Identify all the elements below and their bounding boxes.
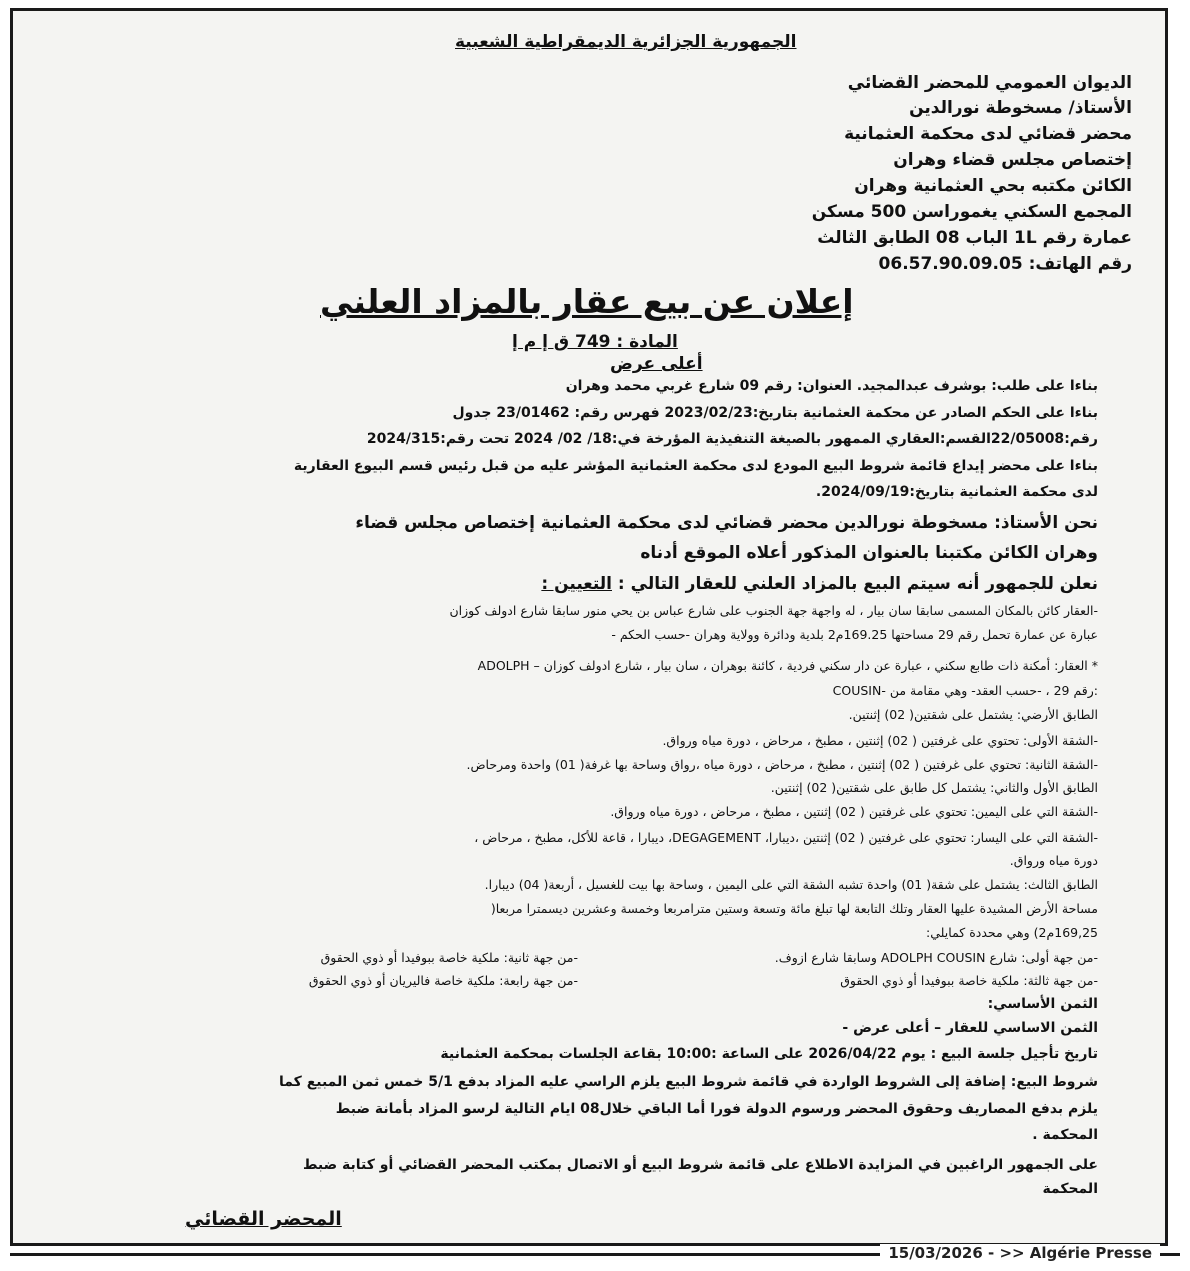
phone-number: 06.57.90.09.05 bbox=[878, 254, 1023, 274]
property-line: -العقار كائن بالمكان المسمى سابقا سان بيار ، له واجهة جهة الجنوب على شارع عباس بن يحي منور سابقا شارع ادولف كوزان bbox=[449, 603, 1098, 618]
property-line: COUSIN- رقم 29 ، -حسب العقد- وهي مقامة من: bbox=[832, 683, 1098, 698]
judgment-line: بناءا على الحكم الصادر عن محكمة العثمانية بتاريخ:2023/02/23 فهرس رقم: 23/01462 جدول bbox=[452, 405, 1098, 421]
third-floor-line: الطابق الثالث: يشتمل على شقة( 01) واحدة تشبه الشقة التي على اليمين ، وساحة بها بيت للغسيل ، أربعة( 04) ديبارا. bbox=[484, 877, 1098, 892]
office-line: المجمع السكني يغموراسن 500 مسكن bbox=[811, 202, 1132, 222]
office-line: الكائن مكتبه بحي العثمانية وهران bbox=[854, 176, 1132, 196]
sale-conditions: يلزم بدفع المصاريف وحقوق المحضر ورسوم الدولة فورا أما الباقي خلال08 ايام التالية لرسو المزاد بأمانة ضبط bbox=[335, 1101, 1098, 1117]
bailiff-statement: نحن الأستاذ: مسخوطة نورالدين محضر قضائي لدى محكمة العثمانية إختصاص مجلس قضاء bbox=[355, 513, 1098, 533]
bailiff-statement: وهران الكائن مكتبنا بالعنوان المذكور أعلاه الموقع أدناه bbox=[640, 543, 1098, 563]
office-line: محضر قضائي لدى محكمة العثمانية bbox=[844, 124, 1132, 144]
property-line: عبارة عن عمارة تحمل رقم 29 مساحتها 169.25م2 بلدية ودائرة وولاية وهران -حسب الحكم - bbox=[611, 627, 1098, 642]
republic-header: الجمهورية الجزائرية الديمقراطية الشعبية bbox=[455, 32, 797, 52]
apartment-line: -الشقة الأولى: تحتوي على غرفتين ( 02) إثنتين ، مطبخ ، مرحاض ، دورة مياه ورواق. bbox=[662, 733, 1098, 748]
property-line: * العقار: أمكنة ذات طابع سكني ، عبارة عن دار سكني فردية ، كائنة بوهران ، سان بيار ، شارع ادولف كوزان – ADOLPH bbox=[477, 658, 1098, 673]
area-line: مساحة الأرض المشيدة عليها العقار وتلك التابعة لها تبلغ مائة وتسعة وستين مترامربعا وخمسة وعشرين ديسمترا مربعا( bbox=[490, 901, 1098, 916]
sale-conditions: شروط البيع: إضافة إلى الشروط الواردة في قائمة شروط البيع يلزم الراسي عليه المزاد بدفع 5/1 خمس ثمن المبيع كما bbox=[279, 1074, 1098, 1090]
request-line: بناءا على طلب: بوشرف عبدالمجيد. العنوان: رقم 09 شارع غربي محمد وهران bbox=[565, 378, 1098, 394]
designation-heading: التعيين : bbox=[541, 574, 612, 594]
base-price-label: الثمن الأساسي: bbox=[987, 996, 1098, 1012]
office-line: الأستاذ/ مسخوطة نورالدين bbox=[909, 98, 1132, 118]
public-notice: المحكمة bbox=[1042, 1181, 1098, 1197]
highest-bid: أعلى عرض bbox=[610, 354, 703, 374]
area-line: 169,25م2) وهي محددة كمايلي: bbox=[926, 925, 1098, 940]
sale-conditions: المحكمة . bbox=[1032, 1127, 1098, 1143]
signature: المحضر القضائي bbox=[185, 1208, 342, 1230]
notice-title: إعلان عن بيع عقار بالمزاد العلني bbox=[320, 282, 854, 321]
office-line: الديوان العمومي للمحضر القضائي bbox=[847, 73, 1132, 93]
office-line: إختصاص مجلس قضاء وهران bbox=[893, 150, 1132, 170]
case-article: المادة : 749 ق إ م إ bbox=[512, 332, 678, 352]
phone-line bbox=[879, 253, 1132, 275]
boundary-line: -من جهة ثالثة: ملكية خاصة ببوفيدا أو ذوي الحقوق bbox=[840, 973, 1098, 988]
announce-line bbox=[541, 574, 1098, 594]
apartment-line: -الشقة التي على اليسار: تحتوي على غرفتين ( 02) إثنتين ،ديبارا، DEGAGEMENT، ديبارا ، قاعة للأكل، مطبخ ، مرحاض ، bbox=[474, 830, 1098, 845]
deposit-line: لدى محكمة العثمانية بتاريخ:2024/09/19. bbox=[815, 484, 1098, 500]
boundary-line: -من جهة أولى: شارع ADOLPH COUSIN وسابقا شارع ازوف. bbox=[774, 950, 1098, 965]
boundary-line: -من جهة رابعة: ملكية خاصة فاليريان أو ذوي الحقوق bbox=[308, 973, 578, 988]
ground-floor-line: الطابق الأرضي: يشتمل على شقتين( 02) إثنتين. bbox=[848, 707, 1098, 722]
source-footer: 15/03/2026 - >> Algérie Presse bbox=[880, 1244, 1160, 1262]
base-price: الثمن الاساسي للعقار – أعلى عرض - bbox=[842, 1020, 1098, 1036]
floors-line: الطابق الأول والثاني: يشتمل كل طابق على شقتين( 02) إثنتين. bbox=[770, 780, 1098, 795]
apartment-line: -الشقة التي على اليمين: تحتوي على غرفتين ( 02) إثنتين ، مطبخ ، مرحاض ، دورة مياه ورواق. bbox=[610, 804, 1098, 819]
phone-label: رقم الهاتف: bbox=[1028, 254, 1132, 274]
judgment-line: رقم:22/05008القسم:العقاري الممهور بالصيغة التنفيذية المؤرخة في:18/ 02/ 2024 تحت رقم:2024/315 bbox=[366, 431, 1098, 447]
apartment-line: دورة مياه ورواق. bbox=[1009, 853, 1098, 868]
office-line: عمارة رقم 1L الباب 08 الطابق الثالث bbox=[817, 228, 1132, 248]
announce-text: نعلن للجمهور أنه سيتم البيع بالمزاد العلني للعقار التالي : bbox=[617, 574, 1098, 594]
boundary-line: -من جهة ثانية: ملكية خاصة ببوفيدا أو ذوي الحقوق bbox=[320, 950, 578, 965]
public-notice: على الجمهور الراغبين في المزايدة الاطلاع على قائمة شروط البيع أو الاتصال بمكتب المحضر القضائي أو كتابة ضبط bbox=[302, 1157, 1098, 1173]
session-date: تاريخ تأجيل جلسة البيع : يوم 2026/04/22 على الساعة :10:00 بقاعة الجلسات بمحكمة العثمانية bbox=[440, 1046, 1098, 1062]
deposit-line: بناءا على محضر إيداع قائمة شروط البيع المودع لدى محكمة العثمانية المؤشر عليه من قبل رئيس قسم البيوع العقارية bbox=[293, 458, 1098, 474]
apartment-line: -الشقة الثانية: تحتوي على غرفتين ( 02) إثنتين ، مطبخ ، مرحاض ، دورة مياه ،رواق وساحة بها غرفة( 01) واحدة ومرحاض. bbox=[466, 757, 1098, 772]
